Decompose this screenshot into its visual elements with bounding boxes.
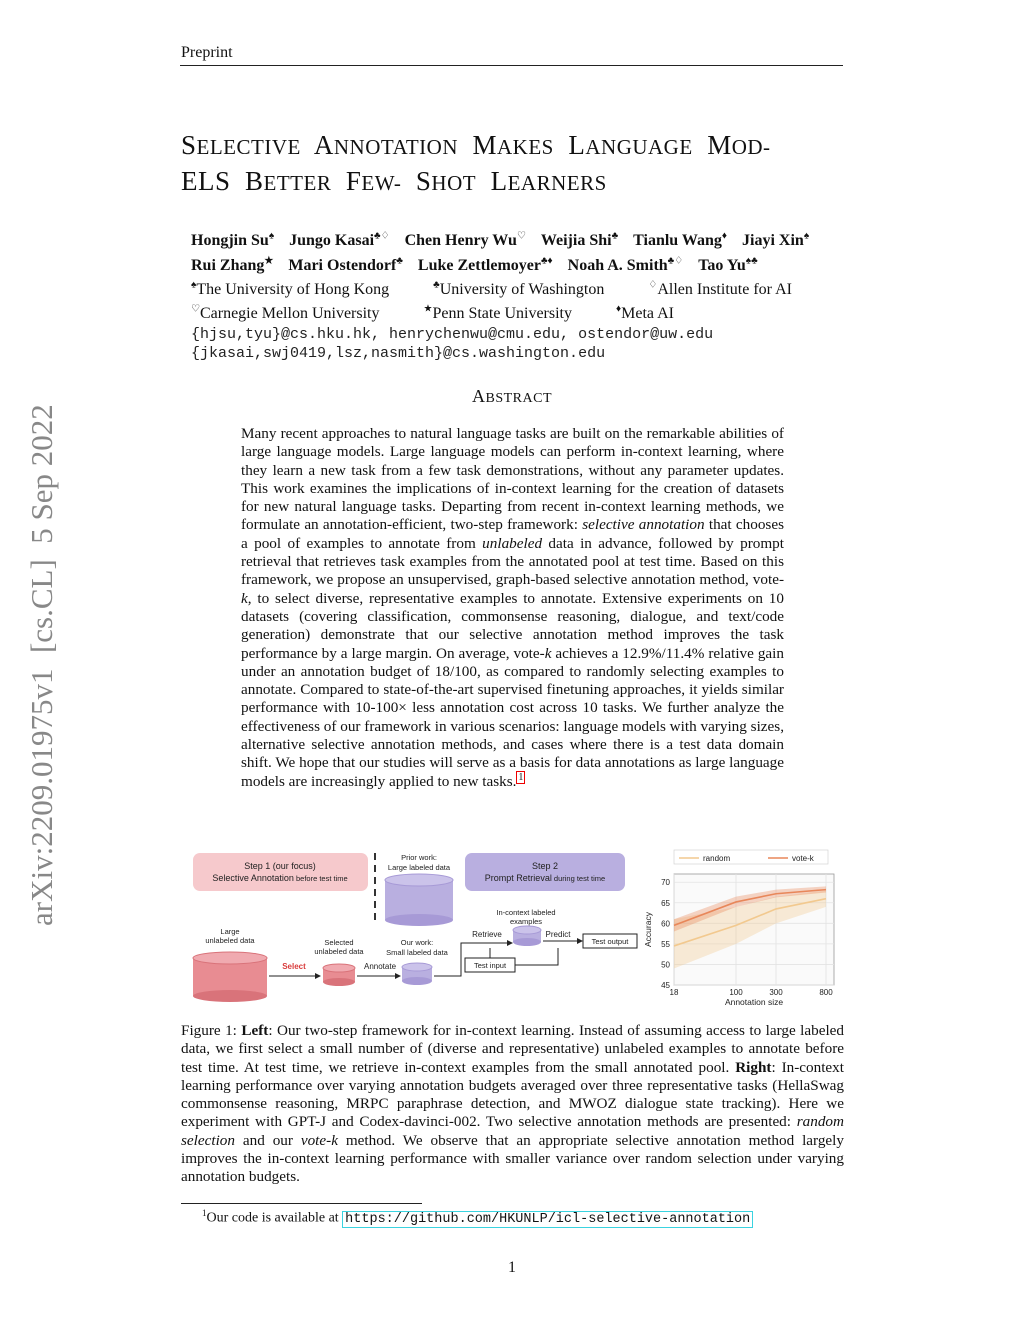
icl-label-2: examples bbox=[509, 917, 543, 926]
arxiv-id: arXiv:2209.01975v1 [cs.CL] 5 Sep 2022 bbox=[24, 404, 59, 926]
y-axis-label: Accuracy bbox=[643, 912, 653, 947]
title-word: ANNOTATION bbox=[313, 130, 458, 160]
step2-title: Step 2 bbox=[531, 861, 559, 871]
title-word: BETTER bbox=[245, 166, 332, 196]
affiliation: ♢Allen Institute for AI bbox=[648, 279, 792, 298]
affiliation: ★Penn State University bbox=[423, 303, 572, 323]
x-tick-label: 800 bbox=[819, 988, 833, 997]
running-header: Preprint bbox=[181, 44, 233, 61]
affiliation: ♡Carnegie Mellon University bbox=[191, 303, 380, 323]
large-unlabeled-cylinder bbox=[193, 952, 267, 1002]
title-line-2 bbox=[181, 164, 851, 200]
x-tick-label: 18 bbox=[669, 988, 679, 997]
title-word: LEARNERS bbox=[490, 166, 607, 196]
affiliations-line-2 bbox=[191, 300, 871, 324]
authors-line-2 bbox=[191, 251, 871, 275]
x-tick-label: 100 bbox=[729, 988, 743, 997]
author-block bbox=[191, 227, 871, 324]
arxiv-sidebar-stamp bbox=[20, 368, 60, 928]
affiliation: ♦Meta AI bbox=[616, 303, 674, 323]
affiliations-line-1 bbox=[191, 276, 871, 300]
test-input-arrow bbox=[515, 948, 558, 965]
y-tick-label: 65 bbox=[661, 898, 670, 908]
icl-examples-cylinder bbox=[513, 926, 541, 946]
abstract-heading: ABSTRACT bbox=[471, 386, 552, 406]
page-number: 1 bbox=[508, 1259, 516, 1276]
figure-caption: Figure 1: Left: Our two-step framework for in-context learning. Instead of assuming access to large labeled data, we first select a small number of (diverse and representative) unlabeled examples to annotate before test time. At test time, we retrieve in-context examples from the small annotated pool. Right: In-context learning performance over varying annotation budgets averaged over three representative tasks (HellaSwag commonsense reasoning, MRPC paraphrase detection, and MWOZ dialogue state tracking). Here we experiment with GPT-J and Codex-davinci-002. Two selective annotation methods are presented: random selection and our vote-k method. We observe that an appropriate selective annotation method largely improves the in-context learning performance with smaller variance over random selection under varying annotation budgets. bbox=[181, 1022, 845, 1186]
test-input-label: Test input bbox=[473, 961, 507, 970]
author-name: Hongjin Su♠ bbox=[191, 231, 275, 250]
title-word: SELECTIVE bbox=[181, 130, 301, 160]
annotate-label: Annotate bbox=[363, 962, 397, 971]
author-name: Tao Yu♠♣ bbox=[698, 255, 758, 274]
affiliation: ♣University of Washington bbox=[433, 279, 605, 298]
author-name: Tianlu Wang♦ bbox=[633, 231, 728, 250]
author-name: Chen Henry Wu♡ bbox=[404, 231, 526, 250]
y-tick-label: 45 bbox=[661, 981, 670, 990]
paper-title bbox=[181, 128, 851, 200]
code-url-link[interactable]: https://github.com/HKUNLP/icl-selective-annotation bbox=[342, 1211, 753, 1228]
title-word: MAKES bbox=[472, 130, 554, 160]
selected-cylinder bbox=[323, 964, 355, 986]
x-tick-label: 300 bbox=[769, 988, 783, 997]
y-tick-label: 55 bbox=[661, 939, 670, 949]
large-unlabeled-label-2: unlabeled data bbox=[205, 936, 255, 945]
footnote-rule bbox=[181, 1203, 422, 1204]
title-word: ELS bbox=[181, 166, 231, 196]
footnote-link[interactable]: 1 bbox=[518, 771, 524, 783]
step1-subtitle: Selective Annotation before test time bbox=[212, 873, 348, 883]
selected-label-2: unlabeled data bbox=[314, 947, 364, 956]
header-rule bbox=[180, 65, 843, 66]
email-line-2: {jkasai,swj0419,lsz,nasmith}@cs.washington.edu bbox=[191, 345, 606, 362]
step1-title: Step 1 (our focus) bbox=[244, 861, 316, 871]
large-unlabeled-label-1: Large bbox=[220, 927, 240, 936]
authors-line-1 bbox=[191, 227, 871, 251]
email-block bbox=[191, 325, 713, 363]
footnote: $^1$Our code is available at https://github.com/HKUNLP/icl-selective-annotation bbox=[202, 1208, 753, 1227]
author-name: Jiayi Xin♠ bbox=[742, 231, 810, 250]
predict-label: Predict bbox=[545, 930, 571, 939]
y-tick-label: 60 bbox=[661, 919, 670, 929]
large-labeled-cylinder bbox=[385, 874, 453, 926]
selected-label-1: Selected bbox=[324, 938, 354, 947]
y-tick-label: 50 bbox=[661, 960, 670, 970]
framework-diagram bbox=[193, 853, 637, 1002]
our-work-data-label: Small labeled data bbox=[386, 948, 448, 957]
author-name: Rui Zhang★ bbox=[191, 255, 274, 274]
our-work-label: Our work: bbox=[400, 938, 434, 947]
author-name: Luke Zettlemoyer♣♦ bbox=[417, 255, 553, 274]
figure-1 bbox=[183, 848, 843, 1013]
figure-1-svg bbox=[183, 848, 843, 1013]
affiliation: ♠The University of Hong Kong bbox=[191, 279, 390, 298]
select-label: Select bbox=[282, 962, 306, 971]
title-word: SHOT bbox=[415, 166, 477, 196]
prior-work-data-label: Large labeled data bbox=[387, 863, 451, 872]
retrieve-label: Retrieve bbox=[472, 930, 502, 939]
title-word: MOD- bbox=[707, 130, 771, 160]
icl-label-1: In-context labeled bbox=[496, 908, 556, 917]
legend-label-random: random bbox=[703, 854, 731, 863]
author-name: Mari Ostendorf♣ bbox=[288, 255, 403, 274]
step1-box bbox=[193, 853, 368, 891]
step2-subtitle: Prompt Retrieval during test time bbox=[484, 873, 606, 883]
legend-label-vote-k: vote-k bbox=[792, 854, 814, 863]
title-word: FEW- bbox=[345, 166, 402, 196]
test-output-label: Test output bbox=[591, 937, 629, 946]
author-name: Jungo Kasai♣♢ bbox=[289, 231, 390, 250]
abstract-body: Many recent approaches to natural language tasks are built on the remarkable abilities of large language models. Large language models can perform in-context learning, where they learn a new task from a few task demonstrations, without any parameter updates. This work examines the implications of in-context learning for the creation of datasets for new natural language tasks. Departing from recent in-context learning methods, we formulate an annotation-efficient, two-step framework: selective annotation that chooses a pool of examples to annotate from unlabeled data in advance, followed by prompt retrieval that retrieves task examples from the annotated pool at test time. Based on this framework, we propose an unsupervised, graph-based selective annotation method, vote-k, to select diverse, representative examples to annotate. Extensive experiments on 10 datasets (covering classification, commonsense reasoning, dialogue, and text/code generation) demonstrate that our selective annotation method improves the task performance by a large margin. On average, vote-k achieves a 12.9%/11.4% relative gain under an annotation budget of 18/100, as compared to randomly selecting examples to annotate. Compared to state-of-the-art supervised finetuning approaches, it yields similar performance with 10-100× less annotation cost across 10 tasks. We further analyze the effectiveness of our framework in various scenarios: language models with varying sizes, alternative selective annotation methods, and cases where there is a test data domain shift. We hope that our studies will serve as a basis for data annotations as large language models are increasingly applied to new tasks. $^1$ bbox=[241, 425, 784, 790]
author-name: Noah A. Smith♣♢ bbox=[567, 255, 684, 274]
x-axis-label: Annotation size bbox=[724, 997, 784, 1007]
title-word: LANGUAGE bbox=[568, 130, 693, 160]
step2-box bbox=[465, 853, 625, 891]
email-line-1: {hjsu,tyu}@cs.hku.hk, henrychenwu@cmu.edu, ostendor@uw.edu bbox=[191, 326, 714, 343]
title-line-1 bbox=[181, 128, 851, 164]
annotation-size-chart bbox=[643, 850, 834, 1007]
y-tick-label: 70 bbox=[661, 878, 670, 888]
small-labeled-cylinder bbox=[402, 963, 432, 985]
prior-work-label: Prior work: bbox=[401, 853, 437, 862]
author-name: Weijia Shi♣ bbox=[540, 231, 619, 250]
